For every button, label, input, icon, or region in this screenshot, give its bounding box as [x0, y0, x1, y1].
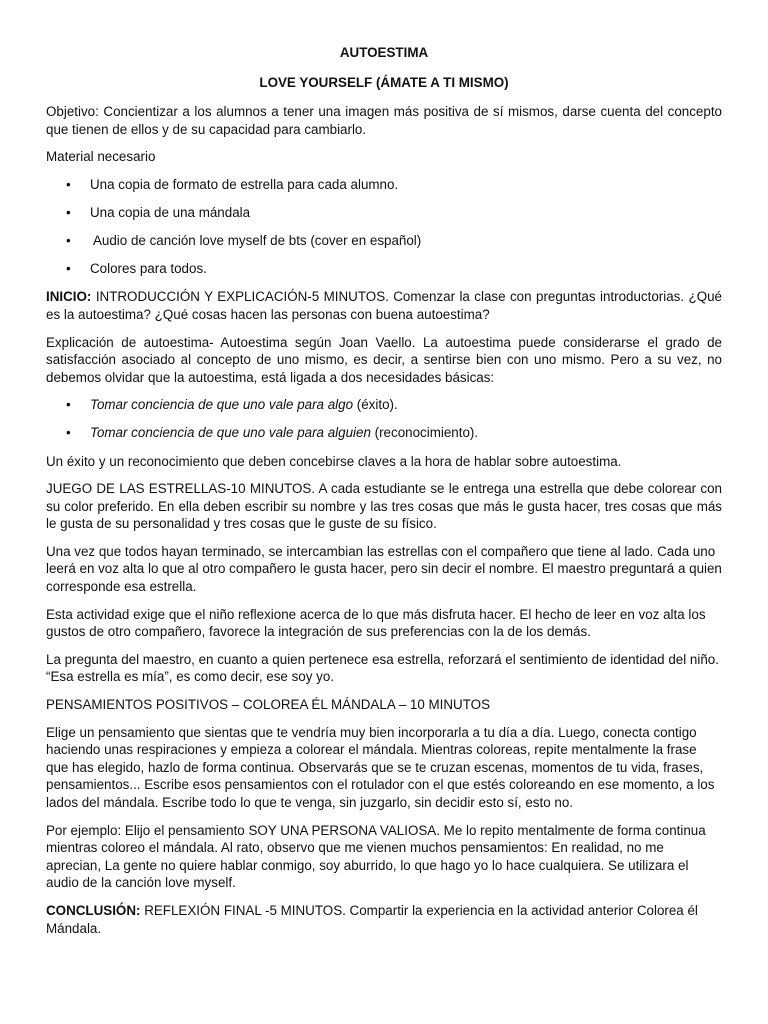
conclusion-paragraph [46, 902, 722, 937]
necesidades-list [46, 396, 722, 442]
bullet-icon: • [66, 233, 71, 249]
list-item-text: Una copia de una mándala [90, 205, 251, 221]
list-item-text: (reconocimiento). [370, 425, 479, 441]
list-item-italic: Tomar conciencia de que uno vale para alguien [90, 425, 371, 441]
list-item [46, 204, 722, 222]
esta-actividad-paragraph: Esta actividad exige que el niño reflexione acerca de lo que más disfruta hacer. El hecho de leer en voz alta los gustos de otro compañero, favorece la integración de sus preferencias con la de los demás. [46, 606, 706, 640]
una-vez-paragraph: Una vez que todos hayan terminado, se intercambian las estrellas con el compañero que tiene al lado. Cada uno leerá en voz alta lo que al otro compañero le gusta hacer, pero sin decir el nombre. El maestro preguntará a quien corresponde esa estrella. [46, 543, 722, 595]
pensamientos-heading: PENSAMIENTOS POSITIVOS – COLOREA ÉL MÁNDALA – 10 MINUTOS [46, 697, 491, 713]
list-item [46, 424, 722, 442]
bullet-icon: • [66, 261, 71, 277]
list-item-text: Audio de canción love myself de bts (cover en español) [90, 233, 422, 249]
bullet-icon: • [66, 205, 71, 221]
exito-paragraph: Un éxito y un reconocimiento que deben concebirse claves a la hora de hablar sobre autoestima. [46, 453, 622, 469]
document-title: AUTOESTIMA [339, 45, 429, 60]
conclusion-text: REFLEXIÓN FINAL -5 MINUTOS. Compartir la experiencia en la actividad anterior Colorea él Mándala. [46, 902, 698, 936]
material-heading: Material necesario [46, 149, 156, 165]
list-item [46, 396, 722, 414]
list-item [46, 260, 722, 278]
list-item-text: Colores para todos. [90, 261, 207, 277]
material-list [46, 176, 722, 278]
bullet-icon: • [66, 397, 71, 413]
conclusion-label: CONCLUSIÓN: [46, 902, 141, 918]
bullet-icon: • [66, 425, 71, 441]
inicio-paragraph [46, 288, 722, 323]
list-item [46, 176, 722, 194]
list-item-text: (éxito). [353, 397, 398, 413]
objetivo-paragraph: Objetivo: Concientizar a los alumnos a tener una imagen más positiva de sí mismos, darse cuenta del concepto que tienen de ellos y de su capacidad para cambiarlo. [46, 104, 722, 137]
document-subtitle: LOVE YOURSELF (ÁMATE A TI MISMO) [259, 74, 509, 90]
list-item-text: Una copia de formato de estrella para cada alumno. [90, 176, 399, 192]
inicio-text: INTRODUCCIÓN Y EXPLICACIÓN-5 MINUTOS. Comenzar la clase con preguntas introductorias. ¿Qué es la autoestima? ¿Qué cosas hacen las personas con buena autoestima? [46, 289, 722, 322]
juego-paragraph: JUEGO DE LAS ESTRELLAS-10 MINUTOS. A cada estudiante se le entrega una estrella que debe colorear con su color preferido. En ella deben escribir su nombre y las tres cosas que más le gusta hacer, tres cosas que más le gusta de su personalidad y tres cosas que le guste de su físico. [46, 481, 722, 532]
explicacion-paragraph: Explicación de autoestima- Autoestima según Joan Vaello. La autoestima puede considerarse el grado de satisfacción asociado al concepto de uno mismo, es decir, a sentirse bien con uno mismo. Pero a su vez, no debemos olvidar que la autoestima, está ligada a dos necesidades básicas: [46, 334, 722, 385]
list-item-italic: Tomar conciencia de que uno vale para algo [90, 397, 354, 413]
la-pregunta-paragraph: La pregunta del maestro, en cuanto a quien pertenece esa estrella, reforzará el sentimiento de identidad del niño. “Esa estrella es mía”, es como decir, ese soy yo. [46, 651, 719, 685]
inicio-label: INICIO: [46, 289, 92, 305]
list-item [46, 232, 722, 250]
elige-paragraph: Elige un pensamiento que sientas que te vendría muy bien incorporarla a tu día a día. Luego, conecta contigo haciendo unas respiraciones y empieza a colorear el mándala. Mientras coloreas, repite mentalmente la frase que has elegido, hazlo de forma continua. Observarás que se te cruzan escenas, momentos de tu vida, frases, pensamientos... Escribe esos pensamientos con el rotulador con el que estés coloreando en ese momento, a los lados del mándala. Escribe todo lo que te venga, sin juzgarlo, sin decidir esto sí, esto no. [46, 724, 715, 810]
ejemplo-paragraph: Por ejemplo: Elijo el pensamiento SOY UNA PERSONA VALIOSA. Me lo repito mentalmente de forma continua mientras coloreo el mándala. Al rato, observo que me vienen muchos pensamientos: En realidad, no me aprecian, La gente no quiere hablar conmigo, soy aburrido, lo que hago yo lo hace cualquiera. Se utilizara el audio de la canción love myself. [46, 822, 706, 891]
bullet-icon: • [66, 176, 71, 192]
